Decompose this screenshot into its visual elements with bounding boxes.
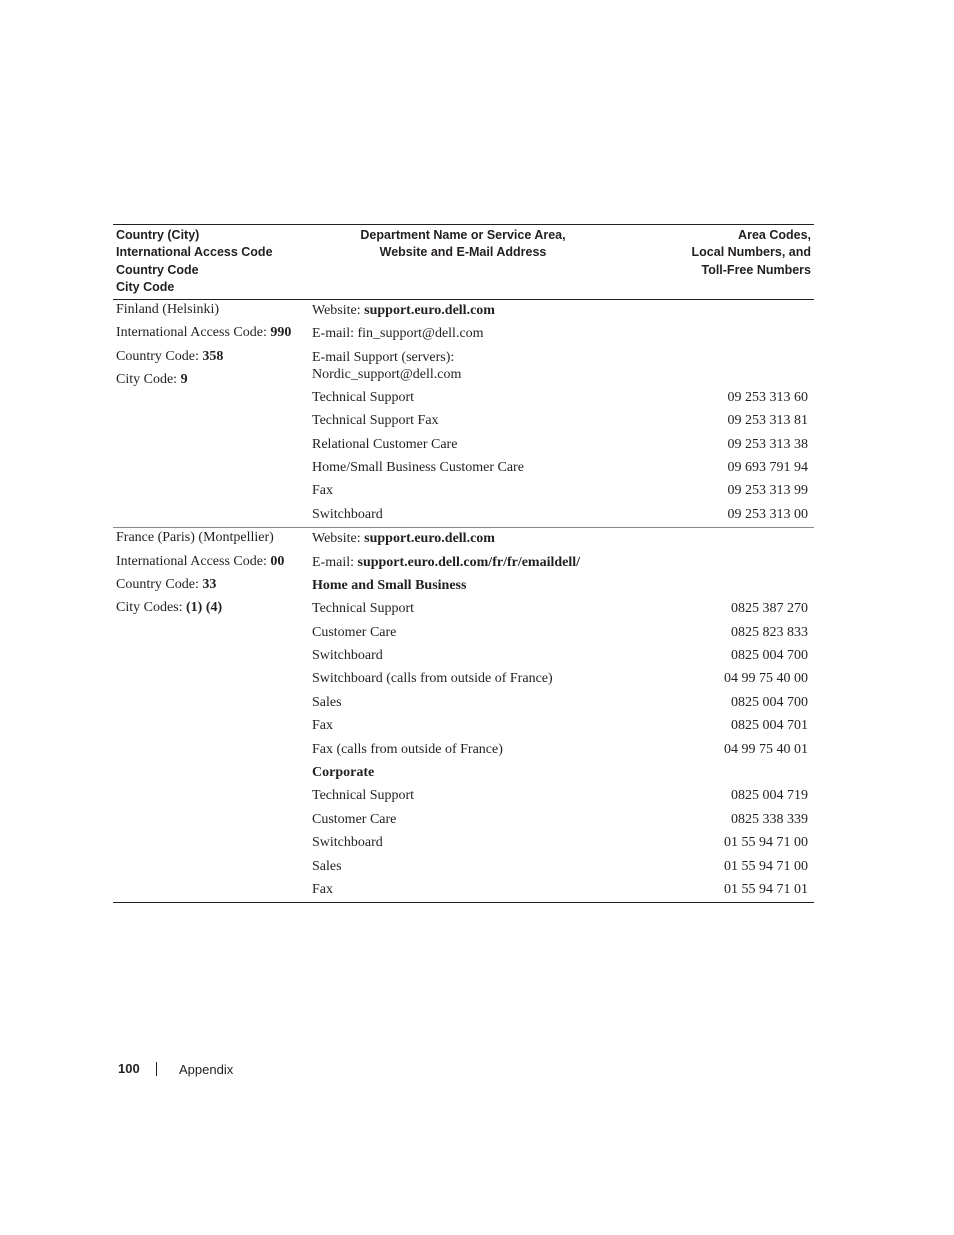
header-text: City Code bbox=[116, 279, 175, 294]
table-row bbox=[312, 879, 814, 902]
country-name: Finland (Helsinki) bbox=[116, 302, 220, 317]
contact-rows bbox=[312, 528, 814, 902]
country-section-finland bbox=[113, 300, 814, 528]
country-info bbox=[116, 300, 306, 394]
label: E-mail Support (servers): bbox=[312, 349, 455, 365]
table-row bbox=[312, 387, 814, 410]
table-row bbox=[312, 692, 814, 715]
row-label: Sales bbox=[312, 858, 342, 874]
table-row bbox=[312, 457, 814, 480]
value: 33 bbox=[202, 576, 217, 592]
footer-title: Appendix bbox=[179, 1062, 234, 1077]
subheading-corporate: Corporate bbox=[312, 765, 375, 781]
email-link[interactable]: Nordic_support@dell.com bbox=[312, 366, 462, 382]
country-code bbox=[116, 347, 306, 370]
label: Website: bbox=[312, 531, 365, 547]
header-text: Toll-Free Numbers bbox=[701, 262, 811, 277]
row-number: 09 253 313 60 bbox=[727, 389, 808, 405]
country-info bbox=[116, 528, 306, 622]
row-label: Technical Support bbox=[312, 601, 415, 617]
value: 00 bbox=[270, 553, 285, 569]
row-number: 01 55 94 71 01 bbox=[724, 881, 808, 897]
row-label: Fax bbox=[312, 881, 333, 897]
email-row bbox=[312, 552, 814, 575]
row-number: 09 693 791 94 bbox=[727, 459, 808, 475]
subheading-row bbox=[312, 575, 814, 598]
subheading-row bbox=[312, 762, 814, 785]
table-row bbox=[312, 504, 814, 527]
table-row bbox=[312, 622, 814, 645]
table-row bbox=[312, 480, 814, 503]
intl-access-code bbox=[116, 552, 306, 575]
value: 990 bbox=[270, 325, 292, 341]
country-section-france bbox=[113, 528, 814, 903]
header-text: Department Name or Service Area, bbox=[360, 228, 566, 242]
email-link[interactable]: support.euro.dell.com/fr/fr/emaildell/ bbox=[357, 554, 581, 570]
table-header bbox=[113, 225, 814, 300]
row-number: 04 99 75 40 00 bbox=[724, 671, 808, 687]
table-row bbox=[312, 598, 814, 621]
website-row bbox=[312, 300, 814, 323]
label: Country Code: bbox=[116, 348, 203, 364]
table-row bbox=[312, 832, 814, 855]
label: International Access Code: bbox=[116, 553, 271, 569]
row-label: Relational Customer Care bbox=[312, 436, 458, 452]
table-row bbox=[312, 668, 814, 691]
row-label: Switchboard bbox=[312, 648, 383, 664]
row-label: Switchboard (calls from outside of France) bbox=[312, 671, 553, 687]
label: Website: bbox=[312, 303, 365, 318]
city-code bbox=[116, 598, 306, 621]
page-number: 100 bbox=[118, 1061, 140, 1076]
header-col-country bbox=[116, 227, 273, 296]
row-label: Switchboard bbox=[312, 835, 383, 851]
row-number: 01 55 94 71 00 bbox=[724, 835, 808, 851]
website-link[interactable]: support.euro.dell.com bbox=[364, 531, 495, 547]
row-label: Fax bbox=[312, 718, 333, 734]
value: (1) (4) bbox=[186, 600, 223, 616]
row-label: Technical Support Fax bbox=[312, 413, 439, 429]
email-link[interactable]: fin_support@dell.com bbox=[357, 326, 484, 342]
contact-rows bbox=[312, 300, 814, 527]
label: E-mail: bbox=[312, 554, 358, 570]
email-row bbox=[312, 323, 814, 346]
label: City Code: bbox=[116, 372, 181, 388]
row-label: Fax bbox=[312, 483, 333, 499]
label: Country Code: bbox=[116, 576, 203, 592]
website-link[interactable]: support.euro.dell.com bbox=[364, 303, 495, 318]
city-code bbox=[116, 370, 306, 393]
row-number: 0825 004 701 bbox=[731, 718, 808, 734]
country-code bbox=[116, 575, 306, 598]
header-text: Local Numbers, and bbox=[691, 245, 811, 260]
row-label: Customer Care bbox=[312, 624, 397, 640]
table-row bbox=[312, 715, 814, 738]
table-row bbox=[312, 645, 814, 668]
header-col-numbers bbox=[692, 227, 811, 279]
value: 358 bbox=[202, 348, 224, 364]
row-number: 0825 004 719 bbox=[731, 788, 808, 804]
country-name: France (Paris) (Montpellier) bbox=[116, 530, 274, 546]
row-label: Home/Small Business Customer Care bbox=[312, 459, 524, 475]
table-row bbox=[312, 809, 814, 832]
contact-table bbox=[113, 224, 814, 903]
table-row bbox=[312, 785, 814, 808]
row-number: 01 55 94 71 00 bbox=[724, 858, 808, 874]
intl-access-code bbox=[116, 323, 306, 346]
row-label: Switchboard bbox=[312, 506, 383, 522]
row-label: Fax (calls from outside of France) bbox=[312, 741, 503, 757]
footer-divider bbox=[156, 1062, 157, 1076]
table-row bbox=[312, 856, 814, 879]
row-number: 04 99 75 40 01 bbox=[724, 741, 808, 757]
value: 9 bbox=[180, 372, 188, 388]
row-label: Technical Support bbox=[312, 788, 415, 804]
label: City Codes: bbox=[116, 600, 187, 616]
table-row bbox=[312, 434, 814, 457]
row-label: Customer Care bbox=[312, 811, 397, 827]
row-number: 0825 387 270 bbox=[731, 601, 808, 617]
row-number: 09 253 313 99 bbox=[727, 483, 808, 499]
header-text: Country (City) bbox=[116, 228, 200, 242]
header-text: International Access Code bbox=[116, 245, 273, 260]
table-row bbox=[312, 410, 814, 433]
email-servers-row bbox=[312, 347, 814, 387]
row-label: Technical Support bbox=[312, 389, 415, 405]
row-number: 0825 823 833 bbox=[731, 624, 808, 640]
row-number: 09 253 313 00 bbox=[727, 506, 808, 522]
label: International Access Code: bbox=[116, 325, 271, 341]
row-number: 09 253 313 81 bbox=[727, 413, 808, 429]
row-number: 0825 338 339 bbox=[731, 811, 808, 827]
subheading-home-small-business: Home and Small Business bbox=[312, 577, 467, 593]
website-row bbox=[312, 528, 814, 551]
row-number: 09 253 313 38 bbox=[727, 436, 808, 452]
table-row bbox=[312, 739, 814, 762]
header-text: Website and E-Mail Address bbox=[379, 245, 547, 260]
row-number: 0825 004 700 bbox=[731, 694, 808, 710]
header-col-department bbox=[313, 227, 613, 262]
row-number: 0825 004 700 bbox=[731, 648, 808, 664]
row-label: Sales bbox=[312, 694, 342, 710]
label: E-mail: bbox=[312, 326, 358, 342]
header-text: Country Code bbox=[116, 262, 199, 277]
header-text: Area Codes, bbox=[738, 228, 811, 242]
